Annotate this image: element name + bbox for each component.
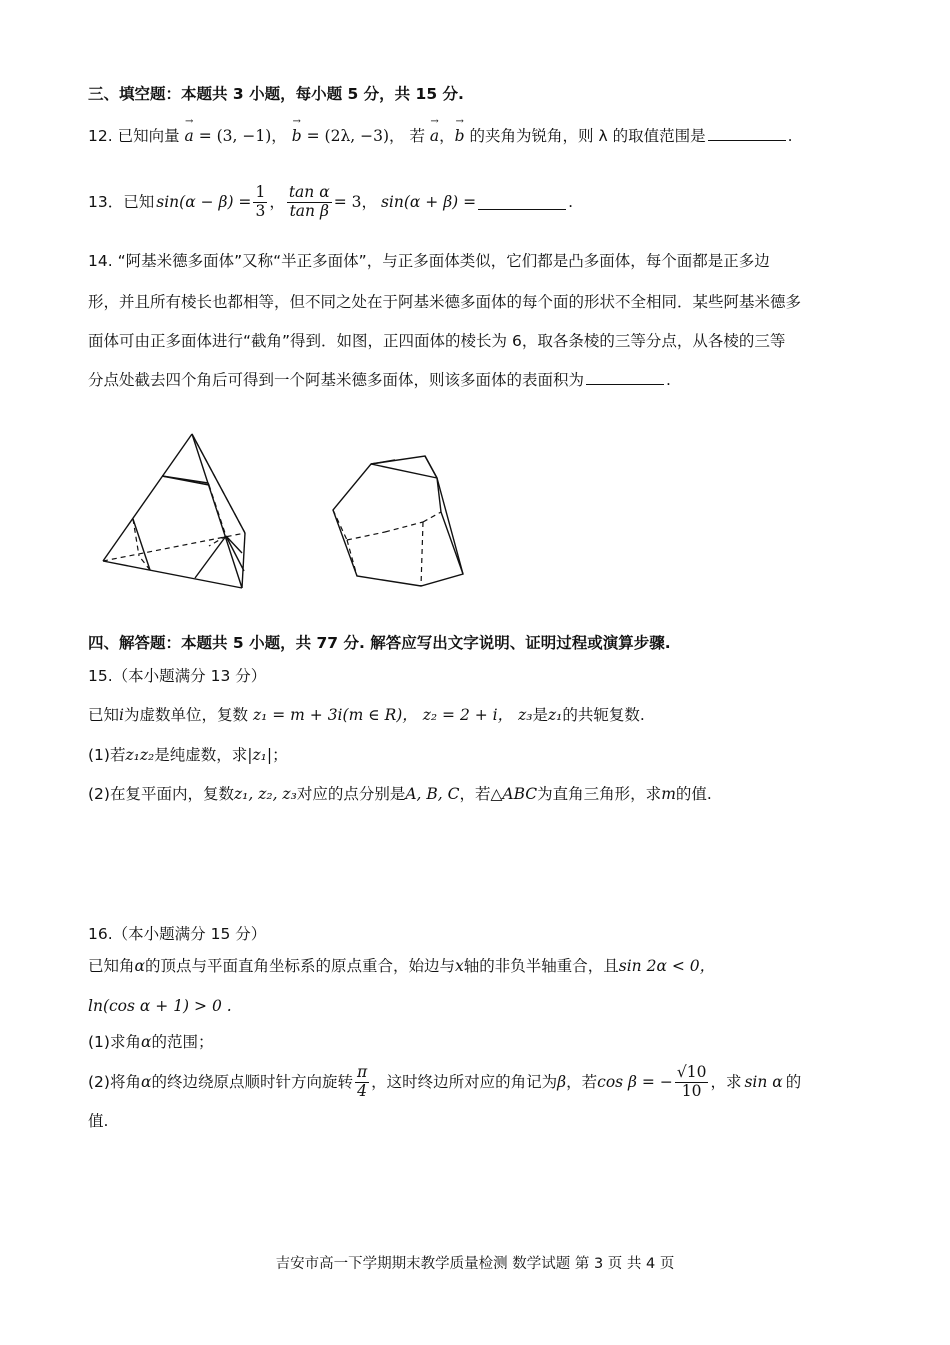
q15-part2-points: A, B, C <box>405 785 460 803</box>
q16-part2-cos: cos β = − <box>597 1072 673 1091</box>
q15-stem-a: 已知 <box>88 706 120 724</box>
q16-stem-sin: sin 2α < 0， <box>618 957 716 975</box>
q16-part1-alpha: α <box>140 1033 152 1051</box>
q16-fraction-sqrt10-over-10 <box>675 1064 709 1101</box>
q12-vector-b: → b <box>292 127 302 146</box>
q16-stem-ln: ln(cos α + 1) > 0 . <box>88 997 232 1015</box>
q12-vector-a-value: = (3, −1)， <box>193 127 287 145</box>
q15-stem-z1b: z₁ <box>547 706 563 724</box>
q16-sqrt-num: √10 <box>676 1062 707 1081</box>
q15-header: 15.（本小题满分 13 分） <box>88 667 267 685</box>
q15-part2-triangle: △ABC <box>490 785 538 803</box>
q15-part-2 <box>88 785 712 804</box>
q12-condition-prefix: 若 <box>409 127 425 145</box>
q13-expr-sin-diff: sin(α − β) = <box>156 192 252 211</box>
q16-part2-c: ，这时终边所对应的角记为 <box>371 1072 558 1091</box>
q13-answer-blank[interactable] <box>478 208 566 210</box>
q15-part1-b: 是纯虚数，求 <box>154 746 248 764</box>
q15-part-1 <box>88 746 288 765</box>
q13-expr-eq3: = 3， <box>333 192 377 211</box>
q15-stem-b: 为虚数单位，复数 <box>123 706 248 724</box>
q12-comma: ， <box>439 127 455 145</box>
q16-part2-f: 的 <box>785 1072 802 1091</box>
q16-stem-b: 的顶点与平面直角坐标系的原点重合，始边与 <box>144 957 455 975</box>
q16-sqrt-den: 10 <box>681 1081 702 1100</box>
q16-fraction-pi-over-4 <box>355 1064 369 1101</box>
q12-condition-a: → a <box>430 127 439 146</box>
figure-truncated-tetrahedron <box>325 452 470 592</box>
q14-line-4-text: 分点处截去四个角后可得到一个阿基米德多面体，则该多面体的表面积为 <box>88 371 585 389</box>
q16-part-2 <box>88 1058 801 1106</box>
q12-vector-b-value: = (2λ, −3)， <box>301 127 405 145</box>
q13-prefix: 已知 <box>123 192 155 211</box>
q13-frac2-num: tan α <box>288 182 330 201</box>
q13-number: 13． <box>88 192 124 211</box>
q15-stem-c: 是 <box>532 706 548 724</box>
q15-stem-i: i <box>119 706 124 724</box>
q14-line-1: 14. “阿基米德多面体”又称“半正多面体”，与正多面体类似，它们都是凸多面体，每个面都是正多边 <box>88 252 770 270</box>
q13-fraction-one-third <box>253 184 267 221</box>
q12-answer-blank[interactable] <box>708 139 786 141</box>
q16-part1-a: (1)求角 <box>88 1033 141 1051</box>
section4-heading: 四、解答题：本题共 5 小题，共 77 分. 解答应写出文字说明、证明过程或演算步骤. <box>88 634 671 652</box>
q16-part2-beta: β <box>557 1072 567 1091</box>
q15-stem <box>88 706 645 725</box>
q15-stem-z3: z₃ <box>518 706 533 724</box>
q16-stem <box>88 957 715 976</box>
question-12 <box>88 127 793 146</box>
q12-vector-a: → a <box>185 127 194 146</box>
section3-heading: 三、填空题：本题共 3 小题，每小题 5 分，共 15 分. <box>88 85 464 103</box>
q15-stem-z1: z₁ = m + 3i(m ∈ R)， <box>252 706 418 724</box>
q15-part2-e: 的值. <box>675 785 712 803</box>
figure-tetrahedron <box>95 428 270 598</box>
q16-stem-x: x <box>455 957 464 975</box>
q13-fraction-tan <box>287 184 332 221</box>
q16-stem-alpha: α <box>134 957 145 975</box>
q15-stem-z2: z₂ = 2 + i， <box>422 706 514 724</box>
q15-part1-abs: |z₁| <box>247 746 273 764</box>
q16-part2-b: 的终边绕原点顺时针方向旋转 <box>151 1072 353 1091</box>
q16-header: 16.（本小题满分 15 分） <box>88 925 267 943</box>
q15-part2-a: (2)在复平面内，复数 <box>88 785 234 803</box>
q12-condition-b: → b <box>455 127 465 146</box>
q16-part2-e: ，求 <box>710 1072 742 1091</box>
q13-frac2-den: tan β <box>289 201 329 220</box>
q16-part2-d: ，若 <box>566 1072 598 1091</box>
q14-answer-blank[interactable] <box>586 383 664 385</box>
q15-stem-d: 的共轭复数. <box>562 706 645 724</box>
q14-end: . <box>666 371 671 389</box>
q13-frac1-num: 1 <box>255 182 266 201</box>
q16-part2-sin: sin α <box>744 1072 783 1091</box>
q12-condition-suffix: 的夹角为锐角，则 λ 的取值范围是 <box>464 127 706 145</box>
q16-part2-alpha: α <box>140 1072 152 1091</box>
page-footer: 吉安市高一下学期期末教学质量检测 数学试题 第 3 页 共 4 页 <box>275 1256 675 1272</box>
q15-part2-m: m <box>661 785 676 803</box>
q13-expr-sin-sum: sin(α + β) = <box>380 192 477 211</box>
q13-separator: ， <box>269 192 285 211</box>
q15-part2-d: 为直角三角形，求 <box>537 785 662 803</box>
q16-part-1 <box>88 1033 213 1052</box>
q16-part2-continuation: 值. <box>88 1112 109 1130</box>
q16-frac-den: 4 <box>357 1081 367 1100</box>
q15-part2-b: 对应的点分别是 <box>296 785 406 803</box>
q13-frac1-den: 3 <box>255 201 266 220</box>
q14-line-2: 形，并且所有棱长也都相等，但不同之处在于阿基米德多面体的每个面的形状不全相同．某些阿基米德多 <box>88 293 802 311</box>
q15-part2-expr: z₁, z₂, z₃ <box>233 785 297 803</box>
q15-part1-a: (1)若 <box>88 746 126 764</box>
q15-part2-c: ，若 <box>459 785 491 803</box>
q16-stem-a: 已知角 <box>88 957 135 975</box>
q12-end: . <box>787 127 793 145</box>
q16-frac-num: π <box>356 1062 368 1081</box>
q14-line-3: 面体可由正多面体进行“截角”得到．如图，正四面体的棱长为 6，取各条棱的三等分点，从各棱的三等 <box>88 332 786 350</box>
q16-stem-c: 轴的非负半轴重合，且 <box>463 957 619 975</box>
q13-end: . <box>568 192 574 211</box>
q15-part1-expr: z₁z₂ <box>125 746 155 764</box>
q15-part1-c: ； <box>272 746 288 764</box>
q12-prefix: 已知向量 <box>117 127 180 145</box>
q14-line-4 <box>88 371 671 390</box>
q16-part1-b: 的范围； <box>151 1033 214 1051</box>
q16-part2-a: (2)将角 <box>88 1072 141 1091</box>
question-13 <box>88 180 573 224</box>
q12-number: 12. <box>88 127 113 145</box>
